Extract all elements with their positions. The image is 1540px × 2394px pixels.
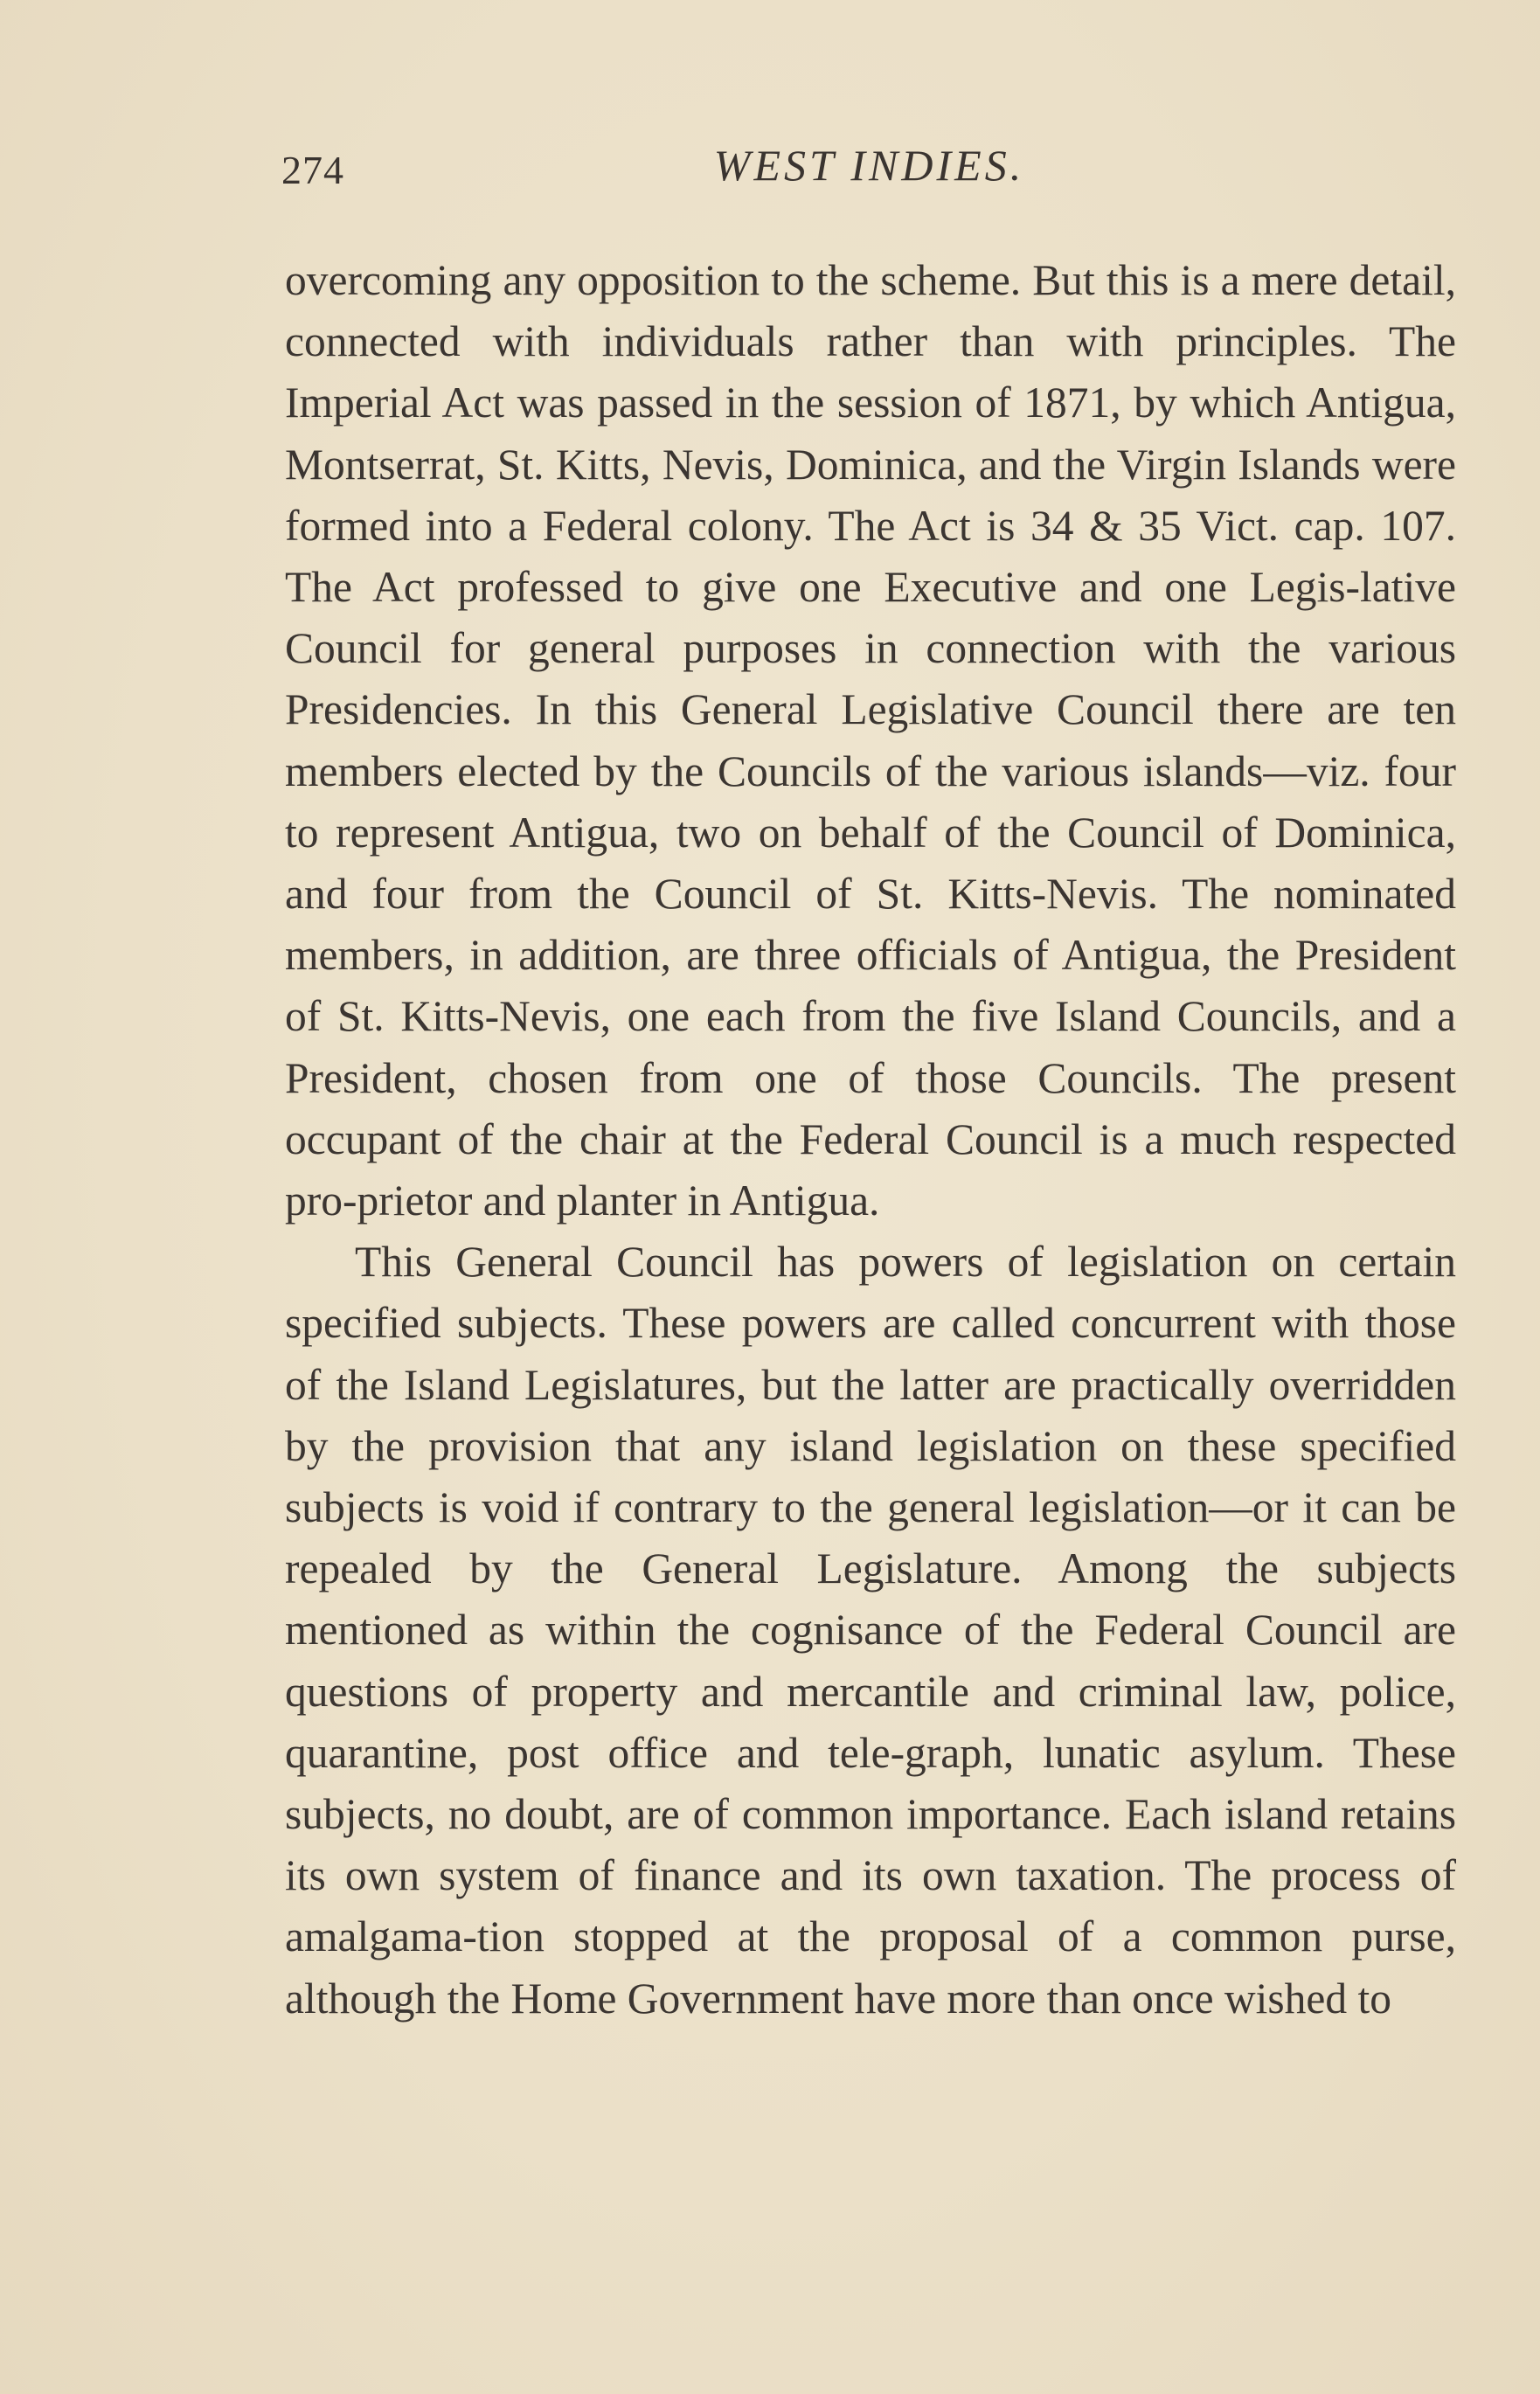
paragraph-2: This General Council has powers of legislation on certain specified subjects. These powers are called concurrent with those of the Island Legislatures, but the latter are practically overridden by the provision that any island legislation on these specified subjects is void if contrary to the general legislation—or it can be repealed by the General Legislature. Among the subjects mentioned as within the cognisance of the Federal Council are questions of property and mercantile and criminal law, police, quarantine, post office and tele-graph, lunatic asylum. These subjects, no doubt, are of common importance. Each island retains its own system of finance and its own taxation. The process of amalgama-tion stopped at the proposal of a common purse, although the Home Government have more than once wished to: [285, 1238, 1456, 2023]
page-header: [281, 140, 1457, 201]
running-title: WEST INDIES.: [713, 141, 1025, 190]
body-text: [285, 250, 1456, 2030]
page-number: 274: [281, 148, 344, 192]
paragraph-1: overcoming any opposition to the scheme. But this is a mere detail, connected with individuals rather than with principles. The Imperial Act was passed in the session of 1871, by which Antigua, Montserrat, St. Kitts, Nevis, Dominica, and the Virgin Islands were formed into a Federal colony. The Act is 34 & 35 Vict. cap. 107. The Act professed to give one Executive and one Legis-lative Council for general purposes in connection with the various Presidencies. In this General Legislative Council there are ten members elected by the Councils of the various islands—viz. four to represent Antigua, two on behalf of the Council of Dominica, and four from the Council of St. Kitts-Nevis. The nominated members, in addition, are three officials of Antigua, the President of St. Kitts-Nevis, one each from the five Island Councils, and a President, chosen from one of those Councils. The present occupant of the chair at the Federal Council is a much respected pro-prietor and planter in Antigua.: [285, 256, 1456, 1225]
